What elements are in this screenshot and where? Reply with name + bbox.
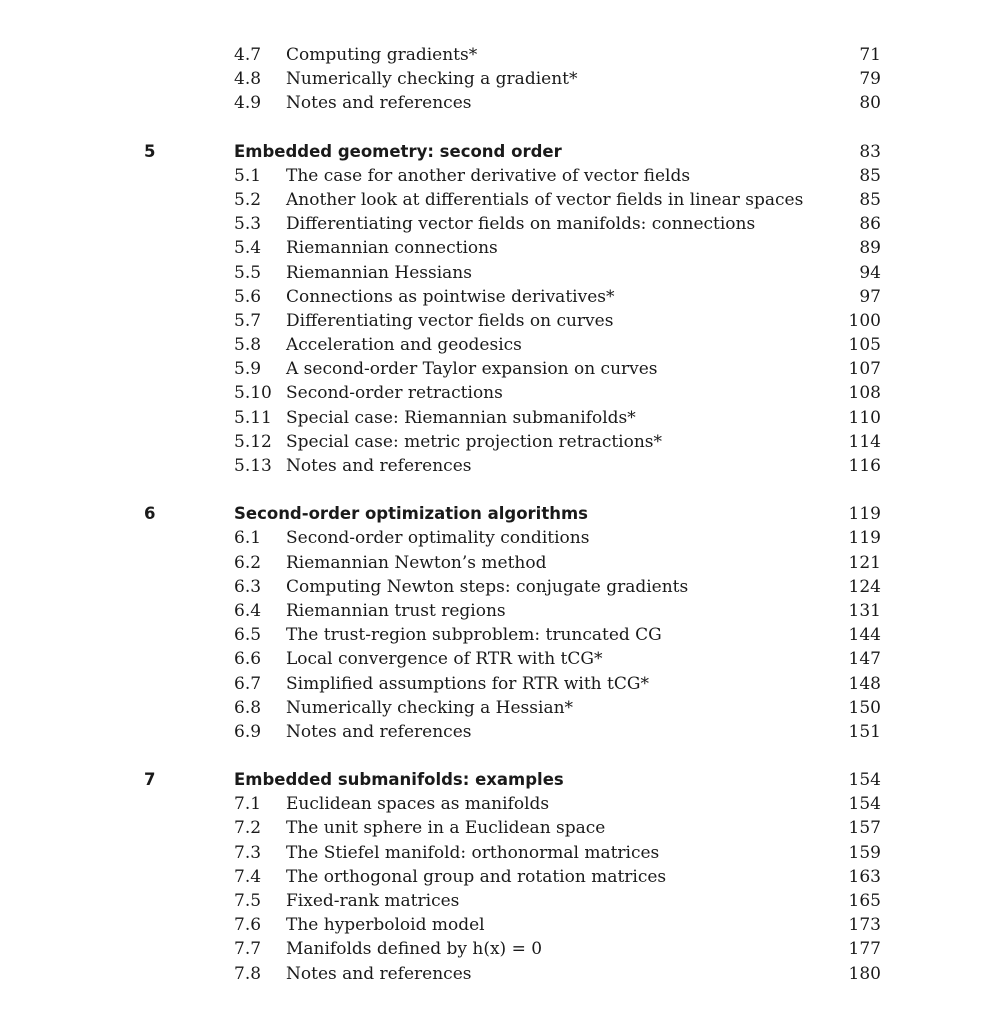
section-title: Notes and references xyxy=(286,93,472,114)
section-number: 7.5 xyxy=(234,891,262,911)
section-title: The trust-region subproblem: truncated CG xyxy=(286,625,662,646)
page-number: 154 xyxy=(848,794,881,815)
page-number: 110 xyxy=(848,407,881,428)
page-number: 79 xyxy=(859,69,881,90)
section-title: Connections as pointwise derivatives* xyxy=(286,286,615,307)
page-number: 83 xyxy=(859,141,881,162)
toc-section-entry[interactable] xyxy=(0,937,996,961)
section-number: 5.4 xyxy=(234,238,262,259)
section-number: 5.3 xyxy=(234,214,262,235)
page-number: 163 xyxy=(848,866,881,887)
page-number: 144 xyxy=(848,625,881,646)
section-number: 5.11 xyxy=(234,407,272,428)
toc-section-entry[interactable] xyxy=(0,913,996,937)
section-title: The orthogonal group and rotation matrices xyxy=(286,866,667,887)
toc-section-entry[interactable] xyxy=(0,261,996,285)
toc-section-entry[interactable] xyxy=(0,91,996,115)
section-number: 7.1 xyxy=(234,794,262,815)
section-title: Differentiating vector fields on manifolds: connections xyxy=(286,214,756,235)
toc-section-entry[interactable] xyxy=(0,551,996,575)
toc-section-entry[interactable] xyxy=(0,889,996,913)
page-number: 116 xyxy=(848,456,881,476)
section-number: 4.8 xyxy=(234,69,262,90)
section-title: Acceleration and geodesics xyxy=(286,335,522,356)
toc-section-entry[interactable] xyxy=(0,430,996,454)
section-title: Riemannian Newton’s method xyxy=(286,552,547,573)
section-title: Manifolds defined by h(x) = 0 xyxy=(286,939,543,960)
section-number: 6.5 xyxy=(234,625,262,646)
toc-section-entry[interactable] xyxy=(0,623,996,647)
toc-section-entry[interactable] xyxy=(0,865,996,889)
section-number: 5.13 xyxy=(234,456,272,476)
section-number: 5.8 xyxy=(234,335,262,356)
section-title: Notes and references xyxy=(286,963,472,984)
section-title: The unit sphere in a Euclidean space xyxy=(286,818,606,839)
section-number: 7.7 xyxy=(234,939,262,960)
page-number: 105 xyxy=(848,335,881,356)
page-number: 71 xyxy=(859,45,881,65)
toc-section-entry[interactable] xyxy=(0,792,996,816)
section-number: 6.7 xyxy=(234,673,262,694)
chapter-heading[interactable] xyxy=(0,140,996,164)
chapter-title: Second-order optimization algorithms xyxy=(234,504,588,524)
chapter-block xyxy=(0,768,996,986)
section-number: 6.1 xyxy=(234,528,262,549)
page-number: 173 xyxy=(848,915,881,936)
section-title: Fixed-rank matrices xyxy=(286,891,460,911)
section-number: 7.4 xyxy=(234,866,262,887)
section-number: 6.9 xyxy=(234,721,262,742)
toc-section-entry[interactable] xyxy=(0,333,996,357)
page-number: 124 xyxy=(848,576,881,597)
section-number: 5.10 xyxy=(234,383,272,404)
page-number: 180 xyxy=(848,963,881,984)
page-number: 94 xyxy=(859,262,881,283)
page-number: 119 xyxy=(848,528,881,549)
toc-section-entry[interactable] xyxy=(0,67,996,91)
toc-section-entry[interactable] xyxy=(0,672,996,696)
page-number: 154 xyxy=(848,770,881,791)
chapter-block xyxy=(0,140,996,479)
section-number: 5.1 xyxy=(234,165,262,186)
toc-section-entry[interactable] xyxy=(0,357,996,381)
page-number: 177 xyxy=(848,939,881,960)
page-number: 119 xyxy=(848,504,881,525)
toc-section-entry[interactable] xyxy=(0,599,996,623)
toc-section-entry[interactable] xyxy=(0,309,996,333)
chapter-heading[interactable] xyxy=(0,768,996,792)
chapter-number: 5 xyxy=(144,141,156,161)
page-number: 148 xyxy=(848,673,881,694)
page-number: 97 xyxy=(859,286,881,307)
section-number: 7.3 xyxy=(234,842,262,863)
toc-section-entry[interactable] xyxy=(0,720,996,744)
toc-section-entry[interactable] xyxy=(0,164,996,188)
toc-section-entry[interactable] xyxy=(0,816,996,840)
section-title: A second-order Taylor expansion on curves xyxy=(286,359,658,380)
toc-section-entry[interactable] xyxy=(0,236,996,260)
page-number: 114 xyxy=(848,431,881,452)
section-title: Riemannian Hessians xyxy=(286,262,472,283)
toc-section-entry[interactable] xyxy=(0,696,996,720)
toc-section-entry[interactable] xyxy=(0,381,996,405)
page-number: 85 xyxy=(859,165,881,186)
section-title: Special case: metric projection retractions* xyxy=(286,431,663,452)
toc-section-entry[interactable] xyxy=(0,962,996,986)
section-title: The case for another derivative of vector fields xyxy=(286,165,691,186)
toc-section-entry[interactable] xyxy=(0,454,996,478)
section-number: 6.3 xyxy=(234,576,262,597)
section-title: Riemannian trust regions xyxy=(286,600,506,621)
section-number: 6.2 xyxy=(234,552,262,573)
section-title: Second-order optimality conditions xyxy=(286,528,590,549)
section-title: Simplified assumptions for RTR with tCG* xyxy=(286,673,649,694)
section-number: 5.2 xyxy=(234,189,262,210)
toc-section-entry[interactable] xyxy=(0,575,996,599)
chapter-4-continued xyxy=(0,43,996,116)
section-number: 4.7 xyxy=(234,45,262,65)
section-number: 5.7 xyxy=(234,310,262,331)
section-number: 4.9 xyxy=(234,93,262,114)
section-number: 5.9 xyxy=(234,359,262,380)
section-title: Notes and references xyxy=(286,456,472,476)
page-number: 150 xyxy=(848,697,881,718)
page-number: 147 xyxy=(848,649,881,670)
section-title: Numerically checking a gradient* xyxy=(286,69,578,90)
section-title: Riemannian connections xyxy=(286,238,498,259)
section-number: 5.12 xyxy=(234,431,272,452)
page-number: 80 xyxy=(859,93,881,114)
toc-section-entry[interactable] xyxy=(0,43,996,67)
toc-section-entry[interactable] xyxy=(0,841,996,865)
page-number: 86 xyxy=(859,214,881,235)
toc-section-entry[interactable] xyxy=(0,212,996,236)
chapter-number: 7 xyxy=(144,770,156,790)
page-number: 151 xyxy=(848,721,881,742)
page-number: 85 xyxy=(859,189,881,210)
section-title: Numerically checking a Hessian* xyxy=(286,697,574,718)
section-number: 5.6 xyxy=(234,286,262,307)
toc-section-entry[interactable] xyxy=(0,406,996,430)
toc-section-entry[interactable] xyxy=(0,285,996,309)
section-title: Notes and references xyxy=(286,721,472,742)
section-title: Local convergence of RTR with tCG* xyxy=(286,649,603,670)
page-number: 121 xyxy=(848,552,881,573)
toc-section-entry[interactable] xyxy=(0,526,996,550)
section-title: Computing Newton steps: conjugate gradients xyxy=(286,576,689,597)
section-title: Special case: Riemannian submanifolds* xyxy=(286,407,636,428)
section-title: Second-order retractions xyxy=(286,383,503,404)
chapter-heading[interactable] xyxy=(0,502,996,526)
section-number: 6.6 xyxy=(234,649,262,670)
page-number: 131 xyxy=(848,600,881,621)
page-number: 108 xyxy=(848,383,881,404)
section-number: 6.8 xyxy=(234,697,262,718)
section-number: 7.6 xyxy=(234,915,262,936)
toc-section-entry[interactable] xyxy=(0,647,996,671)
toc-section-entry[interactable] xyxy=(0,188,996,212)
section-number: 6.4 xyxy=(234,600,262,621)
page-number: 89 xyxy=(859,238,881,259)
page-number: 157 xyxy=(848,818,881,839)
section-title: The Stiefel manifold: orthonormal matrices xyxy=(286,842,660,863)
section-title: Computing gradients* xyxy=(286,45,478,65)
chapter-title: Embedded geometry: second order xyxy=(234,141,562,161)
page-number: 100 xyxy=(848,310,881,331)
chapter-number: 6 xyxy=(144,504,156,524)
page-number: 165 xyxy=(848,891,881,911)
page-number: 107 xyxy=(848,359,881,380)
section-title: Euclidean spaces as manifolds xyxy=(286,794,550,815)
chapter-block xyxy=(0,502,996,744)
section-number: 5.5 xyxy=(234,262,262,283)
section-number: 7.8 xyxy=(234,963,262,984)
section-title: Differentiating vector fields on curves xyxy=(286,310,614,331)
table-of-contents xyxy=(0,43,996,1010)
section-title: The hyperboloid model xyxy=(286,915,485,936)
section-number: 7.2 xyxy=(234,818,262,839)
chapter-title: Embedded submanifolds: examples xyxy=(234,770,564,790)
section-title: Another look at differentials of vector fields in linear spaces xyxy=(286,189,804,210)
page-number: 159 xyxy=(848,842,881,863)
